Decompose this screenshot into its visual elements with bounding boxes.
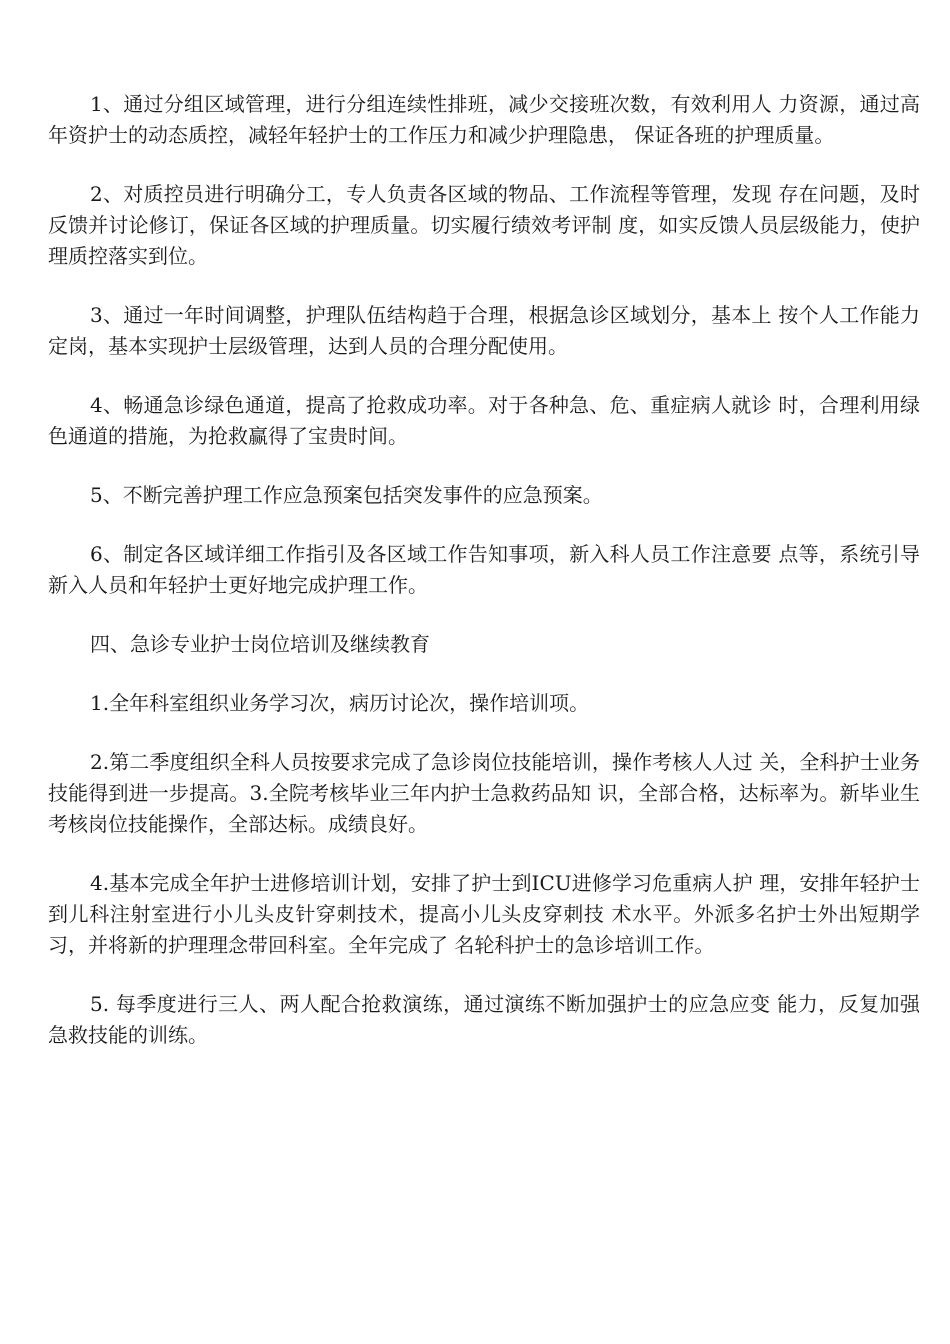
paragraph-5: 5、不断完善护理工作应急预案包括突发事件的应急预案。: [90, 483, 603, 507]
paragraph-2: 2、对质控员进行明确分工，专人负责各区域的物品、工作流程等管理，发现 存在问题，及时反馈并讨论修订，保证各区域的护理质量。切实履行绩效考评制 度，如实反馈人员层级能力，使护理质控落实到位。: [48, 182, 920, 268]
paragraph-4: 4、畅通急诊绿色通道，提高了抢救成功率。对于各种急、危、重症病人就诊 时，合理利用绿色通道的措施，为抢救赢得了宝贵时间。: [48, 393, 920, 448]
training-item-5: 5. 每季度进行三人、两人配合抢救演练，通过演练不断加强护士的应急应变 能力，反复加强急救技能的训练。: [48, 992, 920, 1047]
document-page: [48, 89, 920, 1079]
training-item-2: 2.第二季度组织全科人员按要求完成了急诊岗位技能培训，操作考核人人过 关，全科护士业务技能得到进一步提高。3.全院考核毕业三年内护士急救药品知 识，全部合格，达标率为。新毕业生考核岗位技能操作，全部达标。成绩良好。: [48, 750, 920, 836]
training-item-1: 1.全年科室组织业务学习次，病历讨论次，操作培训项。: [90, 691, 590, 715]
training-item-4: 4.基本完成全年护士进修培训计划，安排了护士到ICU进修学习危重病人护 理，安排年轻护士到儿科注射室进行小儿头皮针穿刺技术，提高小儿头皮穿刺技 术水平。外派多名护士外出短期学习，并将新的护理理念带回科室。全年完成了 名轮科护士的急诊培训工作。: [48, 871, 920, 957]
section-heading: 四、急诊专业护士岗位培训及继续教育: [90, 632, 430, 656]
paragraph-1: 1、通过分组区域管理，进行分组连续性排班，减少交接班次数，有效利用人 力资源，通过高年资护士的动态质控，减轻年轻护士的工作压力和减少护理隐患， 保证各班的护理质量。: [48, 92, 920, 147]
paragraph-3: 3、通过一年时间调整，护理队伍结构趋于合理，根据急诊区域划分，基本上 按个人工作能力定岗，基本实现护士层级管理，达到人员的合理分配使用。: [48, 303, 920, 358]
paragraph-6: 6、制定各区域详细工作指引及各区域工作告知事项，新入科人员工作注意要 点等，系统引导新入人员和年轻护士更好地完成护理工作。: [48, 542, 920, 597]
